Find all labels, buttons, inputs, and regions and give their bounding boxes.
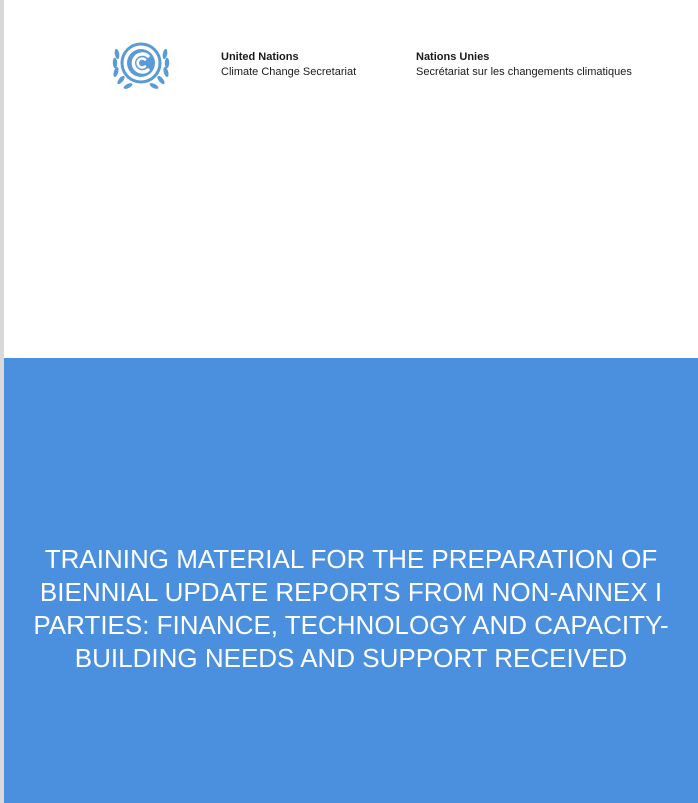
org-name-en: United Nations	[221, 51, 299, 63]
org-name-fr: Nations Unies	[416, 51, 490, 63]
org-name-english	[221, 50, 356, 80]
document-title: TRAINING MATERIAL FOR THE PREPARATION OF BIENNIAL UPDATE REPORTS FROM NON-ANNEX I PARTIES: FINANCE, TECHNOLOGY AND CAPACITY-BUILDING NEEDS AND SUPPORT RECEIVED	[33, 544, 669, 673]
org-subtitle-en: Climate Change Secretariat	[221, 66, 357, 78]
cover-banner	[4, 358, 698, 803]
document-page	[4, 0, 698, 803]
org-subtitle-fr: Secrétariat sur les changements climatiques	[416, 66, 632, 78]
cover-header	[4, 0, 698, 358]
org-name-french	[416, 50, 632, 80]
unfccc-emblem-icon	[108, 36, 174, 92]
